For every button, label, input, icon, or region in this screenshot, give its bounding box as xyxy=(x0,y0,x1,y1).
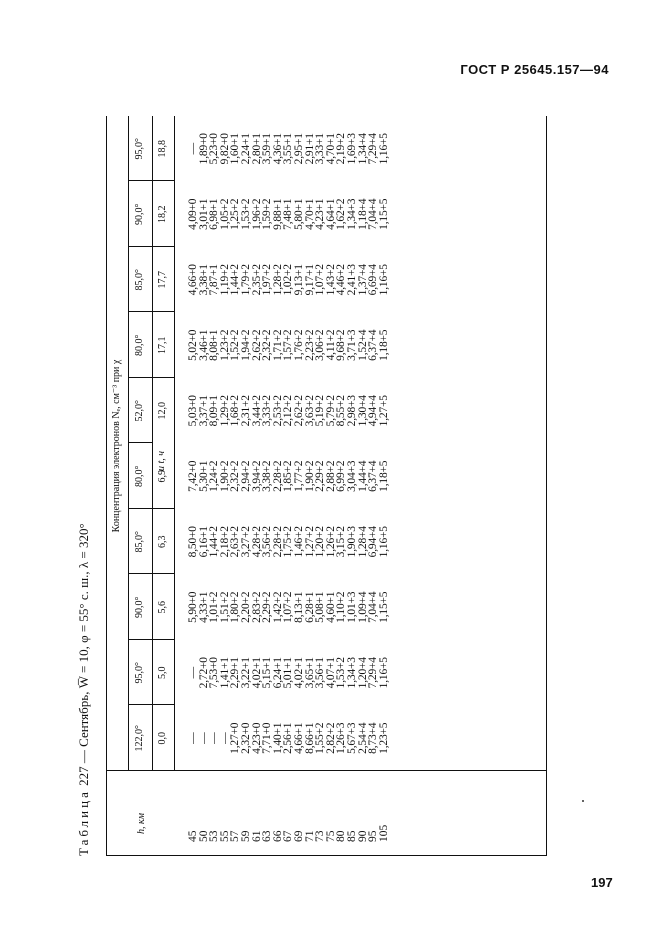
table-cell: 7,71+0 xyxy=(261,722,274,754)
table-cell: — xyxy=(208,732,221,744)
table-cell: 2,32+2 xyxy=(229,460,242,492)
table-cell: 2,18+2 xyxy=(218,526,231,558)
table-cell: 1,01+2 xyxy=(208,591,221,623)
table-cell: 2,35+2 xyxy=(250,264,263,296)
chi-value: 95,0° xyxy=(134,138,145,160)
table-cell: 4,23+1 xyxy=(314,198,327,230)
table-cell: — xyxy=(187,143,199,155)
table-cell: 2,28+2 xyxy=(271,526,284,558)
column-divider xyxy=(128,508,174,509)
table-cell: 1,62+2 xyxy=(335,198,348,230)
table-cell: 1,34+3 xyxy=(345,657,358,689)
table-cell: 5,15+1 xyxy=(261,657,274,689)
table-cell: 4,09+0 xyxy=(187,198,199,230)
column-divider xyxy=(128,181,174,182)
table-cell: 1,07+2 xyxy=(314,264,327,296)
table-cell: 9,13+1 xyxy=(292,264,305,296)
table-cell: 9,88+1 xyxy=(271,198,284,230)
column-divider xyxy=(128,639,174,640)
table-cell: 1,85+2 xyxy=(282,460,295,492)
height-value: 71 xyxy=(303,830,316,842)
table-cell: 5,67+3 xyxy=(345,722,358,754)
table-cell: 2,24+1 xyxy=(239,133,252,165)
table-cell: 6,28+1 xyxy=(303,591,316,623)
table-cell: 1,43+2 xyxy=(324,264,337,296)
table-cell: 1,79+2 xyxy=(239,264,252,296)
table-cell: 2,63+2 xyxy=(229,526,242,558)
table-cell: 3,27+2 xyxy=(239,526,252,558)
data-column xyxy=(188,264,389,295)
table-cell: 1,27+0 xyxy=(229,722,242,754)
table-cell: 1,97+2 xyxy=(261,264,274,296)
table-cell: 1,16+5 xyxy=(377,133,390,165)
chi-value: 80,0° xyxy=(134,334,145,356)
table-cell: 5,19+2 xyxy=(314,395,327,427)
table-cell: 2,98+3 xyxy=(345,395,358,427)
table-title-text: 227 — Сентябрь, W̅ = 10, φ = 55° с. ш., λ = 320° xyxy=(76,523,91,790)
table-cell: 2,95+1 xyxy=(292,133,305,165)
table-cell: 1,53+2 xyxy=(335,657,348,689)
table-cell: 7,04+4 xyxy=(367,198,380,230)
table-cell: 2,41+3 xyxy=(345,264,358,296)
table-cell: 1,53+2 xyxy=(239,198,252,230)
data-column xyxy=(188,526,389,557)
time-value: 18,2 xyxy=(157,205,168,223)
height-value: 53 xyxy=(208,830,221,842)
table-cell: 1,16+5 xyxy=(377,264,390,296)
table-cell: 2,94+2 xyxy=(239,460,252,492)
table-cell: 1,89+0 xyxy=(197,133,210,165)
table-cell: 4,11+2 xyxy=(324,329,337,361)
table-cell: 7,48+1 xyxy=(282,198,295,230)
chi-value: 52,0° xyxy=(134,400,145,422)
table-cell: 2,82+2 xyxy=(324,722,337,754)
table-cell: 1,18+5 xyxy=(377,329,390,361)
table-cell: 2,54+4 xyxy=(356,722,369,754)
time-value: 6,3 xyxy=(157,535,168,548)
table-cell: 1,02+2 xyxy=(282,264,295,296)
table-cell: 1,52+4 xyxy=(356,329,369,361)
table-cell: 2,62+2 xyxy=(250,329,263,361)
table-cell: 1,25+2 xyxy=(229,198,242,230)
table-cell: 1,28+2 xyxy=(271,264,284,296)
table-cell: 1,51+2 xyxy=(218,591,231,623)
table-cell: 5,03+0 xyxy=(187,395,199,427)
column-divider xyxy=(128,246,174,247)
height-value: 57 xyxy=(229,830,242,842)
table-cell: 1,44+2 xyxy=(208,526,221,558)
header-bottom-rule xyxy=(174,116,175,771)
table-cell: 1,68+2 xyxy=(229,395,242,427)
table-cell: 3,46+1 xyxy=(197,329,210,361)
height-column-divider xyxy=(106,770,546,771)
table-cell: 1,15+5 xyxy=(377,591,390,623)
table-cell: — xyxy=(187,667,199,679)
height-value: 95 xyxy=(367,830,380,842)
column-divider xyxy=(128,443,152,444)
height-value: 73 xyxy=(314,830,327,842)
table-cell: 3,06+2 xyxy=(314,329,327,361)
table-cell: 4,33+1 xyxy=(197,591,210,623)
table-cell: 2,91+1 xyxy=(303,133,316,165)
table-cell: 1,69+3 xyxy=(345,133,358,165)
height-value: 80 xyxy=(335,830,348,842)
table-cell: 1,52+2 xyxy=(229,329,242,361)
table-cell: 1,94+2 xyxy=(239,329,252,361)
table-cell: 1,26+3 xyxy=(335,722,348,754)
table-cell: 1,34+4 xyxy=(356,133,369,165)
table-cell: 6,94+4 xyxy=(367,526,380,558)
table-title-prefix: Таблица xyxy=(76,789,91,856)
data-table xyxy=(106,116,546,856)
table-cell: 2,32+0 xyxy=(239,722,252,754)
table-cell: 7,29+4 xyxy=(367,657,380,689)
table-cell: 2,19+2 xyxy=(335,133,348,165)
column-divider xyxy=(128,312,174,313)
table-cell: 1,55+2 xyxy=(314,722,327,754)
table-cell: 2,28+2 xyxy=(271,460,284,492)
time-value: 0,0 xyxy=(157,732,168,745)
table-cell: 8,73+4 xyxy=(367,722,380,754)
table-cell: 2,29+2 xyxy=(261,591,274,623)
table-cell: 5,02+0 xyxy=(187,329,199,361)
time-value: 5,6 xyxy=(157,601,168,614)
table-cell: 1,28+4 xyxy=(356,526,369,558)
table-cell: 1,10+2 xyxy=(335,591,348,623)
table-cell: 1,60+1 xyxy=(229,133,242,165)
chi-value: 85,0° xyxy=(134,269,145,291)
table-cell: 8,55+2 xyxy=(335,395,348,427)
table-cell: 1,23+5 xyxy=(377,722,390,754)
table-cell: 8,08+1 xyxy=(208,329,221,361)
table-cell: 1,09+4 xyxy=(356,591,369,623)
group-header: Концентрация электронов Nₑ, см⁻³ при χ xyxy=(111,359,122,533)
height-header: h, км xyxy=(136,812,147,834)
table-cell: 5,79+2 xyxy=(324,395,337,427)
table-cell: 3,01+1 xyxy=(197,198,210,230)
table-cell: 3,04+3 xyxy=(345,460,358,492)
table-bottom-rule xyxy=(546,116,547,856)
table-cell: 2,88+2 xyxy=(324,460,337,492)
table-cell: 7,29+4 xyxy=(367,133,380,165)
table-cell: 8,66+1 xyxy=(303,722,316,754)
data-column xyxy=(188,723,389,754)
height-value: 59 xyxy=(239,830,252,842)
table-cell: 1,01+3 xyxy=(345,591,358,623)
table-cell: 1,20+4 xyxy=(356,657,369,689)
table-cell: 2,29+1 xyxy=(229,657,242,689)
table-cell: — xyxy=(197,732,210,744)
data-column xyxy=(188,199,389,230)
table-cell: 1,18+5 xyxy=(377,460,390,492)
table-cell: 2,83+2 xyxy=(250,591,263,623)
chi-value: 80,0° xyxy=(134,465,145,487)
table-cell: 3,71+3 xyxy=(345,329,358,361)
rotated-table-page xyxy=(76,116,546,856)
table-cell: 2,23+2 xyxy=(303,329,316,361)
time-value: 5,0 xyxy=(157,666,168,679)
table-cell: 6,16+1 xyxy=(197,526,210,558)
table-cell: 1,71+2 xyxy=(271,329,284,361)
table-cell: 4,64+1 xyxy=(324,198,337,230)
table-cell: 1,27+2 xyxy=(303,526,316,558)
data-column xyxy=(188,395,389,426)
table-cell: 1,41+1 xyxy=(218,657,231,689)
table-top-rule xyxy=(106,116,107,856)
table-cell: 7,53+0 xyxy=(208,657,221,689)
height-value: 61 xyxy=(250,830,263,842)
table-cell: 4,60+1 xyxy=(324,591,337,623)
height-value: 69 xyxy=(292,830,305,842)
table-cell: 3,55+1 xyxy=(282,133,295,165)
table-cell: 4,36+1 xyxy=(271,133,284,165)
table-cell: 5,80+1 xyxy=(292,198,305,230)
chi-value: 95,0° xyxy=(134,662,145,684)
height-value: 50 xyxy=(197,830,210,842)
table-cell: 3,56+2 xyxy=(261,526,274,558)
table-cell: 9,68+2 xyxy=(335,329,348,361)
table-cell: 2,12+2 xyxy=(282,395,295,427)
column-divider xyxy=(128,705,174,706)
data-column xyxy=(188,657,389,688)
table-cell: 3,63+2 xyxy=(303,395,316,427)
table-cell: 6,37+4 xyxy=(367,329,380,361)
table-cell: 3,65+1 xyxy=(303,657,316,689)
table-cell: 1,05+2 xyxy=(218,198,231,230)
height-value: 67 xyxy=(282,830,295,842)
time-value: 17,1 xyxy=(157,336,168,354)
table-cell: 1,16+5 xyxy=(377,657,390,689)
table-cell: 1,15+5 xyxy=(377,198,390,230)
table-cell: 6,69+4 xyxy=(367,264,380,296)
table-cell: 6,24+1 xyxy=(271,657,284,689)
time-header: и t, ч xyxy=(156,450,167,472)
table-cell: 7,87+1 xyxy=(208,264,221,296)
height-value: 63 xyxy=(261,830,274,842)
height-value: 66 xyxy=(271,830,284,842)
table-cell: 5,23+0 xyxy=(208,133,221,165)
table-cell: 3,15+2 xyxy=(335,526,348,558)
chi-value: 122,0° xyxy=(134,725,145,752)
table-cell: 1,76+2 xyxy=(292,329,305,361)
table-cell: 9,82+0 xyxy=(218,133,231,165)
document-header: ГОСТ Р 25645.157—94 xyxy=(460,62,609,77)
table-cell: 1,29+2 xyxy=(218,395,231,427)
table-cell: 1,44+2 xyxy=(229,264,242,296)
table-cell: 1,90+3 xyxy=(345,526,358,558)
table-cell: 1,46+2 xyxy=(292,526,305,558)
table-cell: 3,37+1 xyxy=(197,395,210,427)
table-cell: 1,19+2 xyxy=(218,264,231,296)
table-cell: 6,99+2 xyxy=(335,460,348,492)
chi-value: 90,0° xyxy=(134,203,145,225)
table-title xyxy=(76,116,98,856)
data-column xyxy=(188,592,389,623)
table-cell: 1,90+2 xyxy=(218,460,231,492)
speck xyxy=(582,800,584,802)
table-left-rule xyxy=(106,855,547,856)
data-column xyxy=(188,133,389,164)
table-cell: 7,04+4 xyxy=(367,591,380,623)
table-cell: 5,01+1 xyxy=(282,657,295,689)
column-divider xyxy=(128,377,174,378)
table-cell: 6,98+1 xyxy=(208,198,221,230)
table-cell: 4,66+1 xyxy=(292,722,305,754)
table-cell: 9,17+1 xyxy=(303,264,316,296)
table-cell: 3,22+1 xyxy=(239,657,252,689)
table-cell: 1,37+4 xyxy=(356,264,369,296)
table-cell: — xyxy=(187,732,199,744)
time-value: 6,9 xyxy=(157,470,168,483)
table-cell: 2,29+2 xyxy=(314,460,327,492)
height-value: 55 xyxy=(218,830,231,842)
table-cell: 2,62+2 xyxy=(292,395,305,427)
table-cell: 1,42+2 xyxy=(271,591,284,623)
table-cell: 1,30+4 xyxy=(356,395,369,427)
table-cell: 2,31+2 xyxy=(239,395,252,427)
time-value: 12,0 xyxy=(157,402,168,420)
table-cell: 1,40+1 xyxy=(271,722,284,754)
table-cell: 1,27+5 xyxy=(377,395,390,427)
table-cell: 1,96+2 xyxy=(250,198,263,230)
table-cell: 5,90+0 xyxy=(187,591,199,623)
table-cell: 4,66+0 xyxy=(187,264,199,296)
table-cell: 1,23+2 xyxy=(218,329,231,361)
table-cell: 2,80+1 xyxy=(250,133,263,165)
time-value: 18,8 xyxy=(157,140,168,158)
table-cell: 8,13+1 xyxy=(292,591,305,623)
group-header-rule xyxy=(128,116,129,771)
table-cell: 3,56+1 xyxy=(314,657,327,689)
column-divider xyxy=(128,574,174,575)
table-cell: 8,09+1 xyxy=(208,395,221,427)
table-cell: 2,20+2 xyxy=(239,591,252,623)
chi-value: 85,0° xyxy=(134,531,145,553)
table-cell: 5,08+1 xyxy=(314,591,327,623)
table-cell: 1,57+2 xyxy=(282,329,295,361)
height-value: 105 xyxy=(377,824,390,842)
table-cell: 1,07+2 xyxy=(282,591,295,623)
table-cell: 3,38+2 xyxy=(261,460,274,492)
table-cell: 4,70+1 xyxy=(303,198,316,230)
table-cell: 2,53+2 xyxy=(271,395,284,427)
data-column xyxy=(188,330,389,361)
table-cell: 1,34+3 xyxy=(345,198,358,230)
table-cell: — xyxy=(218,732,231,744)
table-cell: 4,28+2 xyxy=(250,526,263,558)
height-value: 85 xyxy=(345,830,358,842)
table-cell: 5,30+1 xyxy=(197,460,210,492)
table-cell: 8,50+0 xyxy=(187,526,199,558)
height-column xyxy=(188,825,389,842)
table-cell: 1,26+2 xyxy=(324,526,337,558)
table-cell: 1,24+2 xyxy=(208,460,221,492)
height-value: 90 xyxy=(356,830,369,842)
table-cell: 4,02+1 xyxy=(250,657,263,689)
table-cell: 4,70+1 xyxy=(324,133,337,165)
table-cell: 1,18+4 xyxy=(356,198,369,230)
data-column xyxy=(188,461,389,492)
table-cell: 1,59+2 xyxy=(261,198,274,230)
table-cell: 1,90+2 xyxy=(303,460,316,492)
table-cell: 3,59+1 xyxy=(261,133,274,165)
table-cell: 1,16+5 xyxy=(377,526,390,558)
chi-value: 90,0° xyxy=(134,596,145,618)
table-cell: 1,77+2 xyxy=(292,460,305,492)
page-number: 197 xyxy=(591,875,613,890)
table-cell: 4,07+1 xyxy=(324,657,337,689)
table-cell: 3,38+1 xyxy=(197,264,210,296)
height-value: 45 xyxy=(187,830,199,842)
table-cell: 4,46+2 xyxy=(335,264,348,296)
table-cell: 2,56+1 xyxy=(282,722,295,754)
table-cell: 3,94+2 xyxy=(250,460,263,492)
table-cell: 2,72+0 xyxy=(197,657,210,689)
table-cell: 3,33+1 xyxy=(314,133,327,165)
table-cell: 3,44+2 xyxy=(250,395,263,427)
table-cell: 1,80+2 xyxy=(229,591,242,623)
table-cell: 4,94+4 xyxy=(367,395,380,427)
table-cell: 6,37+4 xyxy=(367,460,380,492)
height-value: 75 xyxy=(324,830,337,842)
table-cell: 1,44+4 xyxy=(356,460,369,492)
time-value: 17,7 xyxy=(157,271,168,289)
table-cell: 2,32+2 xyxy=(261,329,274,361)
table-cell: 7,42+0 xyxy=(187,460,199,492)
table-cell: 1,20+2 xyxy=(314,526,327,558)
chi-row-rule xyxy=(152,116,153,771)
table-cell: 4,02+1 xyxy=(292,657,305,689)
table-cell: 1,75+2 xyxy=(282,526,295,558)
table-cell: 4,23+0 xyxy=(250,722,263,754)
table-cell: 3,33+2 xyxy=(261,395,274,427)
